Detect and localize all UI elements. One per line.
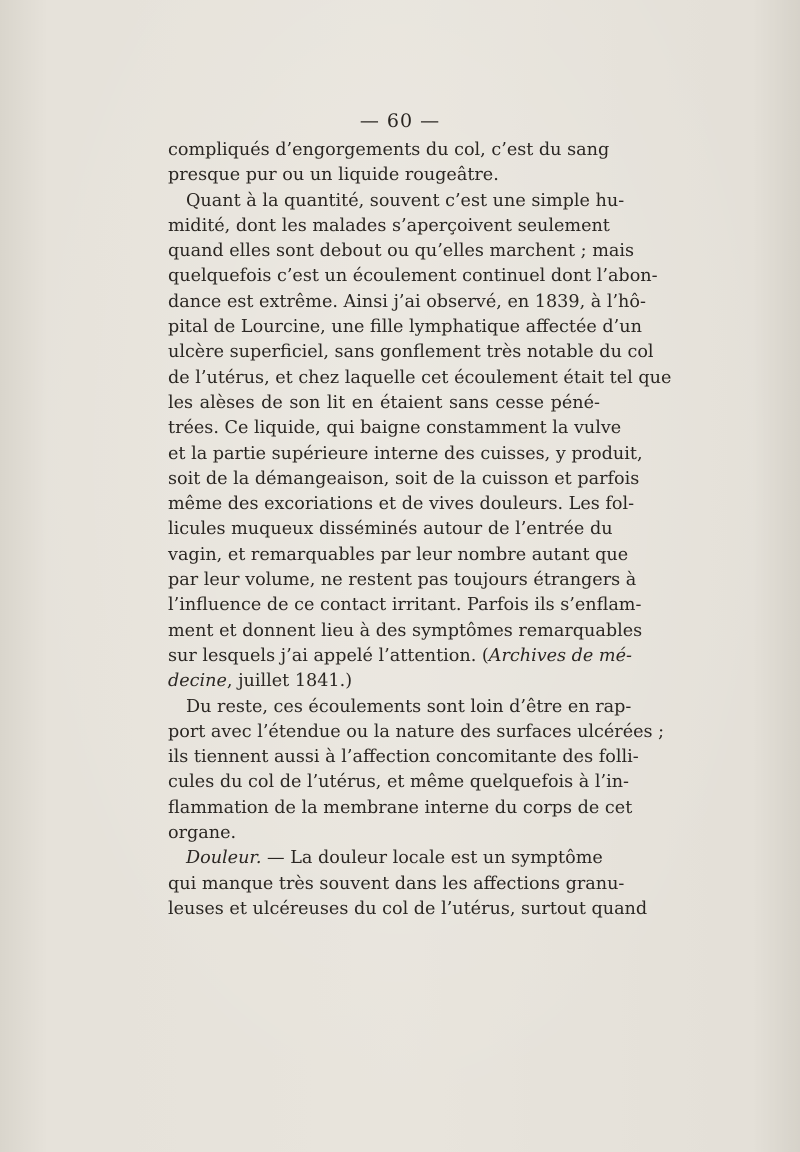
text-line [168,695,632,720]
line-text: leuses et ulcéreuses du col de l’utérus, surtout quand [168,898,648,919]
line-text: pital de Lourcine, une fille lymphatique affectée d’un [168,317,642,338]
text-line [168,593,642,618]
text-line [168,796,633,821]
text-line [168,189,625,214]
line-text: l’influence de ce contact irritant. Parfois ils s’enflam- [168,595,642,616]
line-text: organe. [168,823,237,844]
text-line [168,821,600,846]
line-text: sur lesquels j’ai appelé l’attention. ( [168,645,489,666]
italic-text: Douleur. [186,848,262,869]
line-text: soit de la démangeaison, soit de la cuisson et parfois [168,468,640,489]
text-line [168,897,648,922]
text-line [168,442,643,467]
line-text: , juillet 1841.) [226,671,353,692]
line-text: trées. Ce liquide, qui baigne constamment la vulve [168,418,622,439]
page-number: — 60 — [359,110,441,132]
text-line [168,416,622,441]
text-line [168,492,635,517]
line-text: par leur volume, ne restent pas toujours étrangers à [168,570,637,591]
line-text: même des excoriations et de vives douleurs. Les fol- [168,494,635,515]
line-text: midité, dont les malades s’aperçoivent seulement [168,215,610,236]
text-line [168,872,625,897]
line-text: Du reste, ces écoulements sont loin d’être en rap- [186,696,632,717]
line-text: licules muqueux disséminés autour de l’entrée du [168,519,613,540]
text-line [168,669,600,694]
italic-text: decine [168,671,227,692]
line-text: Quant à la quantité, souvent c’est une simple hu- [186,190,625,211]
text-line [168,568,637,593]
text-line [168,770,630,795]
line-text: port avec l’étendue ou la nature des surfaces ulcérées ; [168,721,665,742]
text-line [168,543,629,568]
body-text [168,138,672,922]
line-text: ment et donnent lieu à des symptômes remarquables [168,620,643,641]
line-text: cules du col de l’utérus, et même quelquefois à l’in- [168,772,630,793]
text-line [168,644,632,669]
text-line [168,745,639,770]
line-text: quand elles sont debout ou qu’elles marchent ; mais [168,241,635,262]
line-text: vagin, et remarquables par leur nombre autant que [168,544,629,565]
line-text: ulcère superficiel, sans gonflement très notable du col [168,342,654,363]
line-text: qui manque très souvent dans les affections granu- [168,873,625,894]
text-line [168,846,603,871]
line-text: — La douleur locale est un symptôme [261,848,603,869]
text-line [168,214,610,239]
line-text: quelquefois c’est un écoulement continuel dont l’abon- [168,266,658,287]
text-line [168,366,672,391]
line-text: les alèses de son lit en étaient sans cesse péné- [168,392,600,413]
text-line [168,720,665,745]
line-text: presque pur ou un liquide rougeâtre. [168,165,499,186]
text-line [168,264,658,289]
text-line [168,391,600,416]
text-line [168,138,610,163]
text-line [168,340,654,365]
text-line [168,290,646,315]
line-text: flammation de la membrane interne du corps de cet [168,797,633,818]
line-text: dance est extrême. Ainsi j’ai observé, en 1839, à l’hô- [168,291,646,312]
text-line [168,517,613,542]
text-line [168,467,640,492]
line-text: de l’utérus, et chez laquelle cet écoulement était tel que [168,367,672,388]
line-text: ils tiennent aussi à l’affection concomitante des folli- [168,747,639,768]
text-line [168,315,642,340]
line-text: et la partie supérieure interne des cuisses, y produit, [168,443,643,464]
text-line [168,619,643,644]
italic-text: Archives de mé- [488,645,632,666]
text-line [168,239,635,264]
text-line [168,163,600,188]
line-text: compliqués d’engorgements du col, c’est du sang [168,140,610,160]
